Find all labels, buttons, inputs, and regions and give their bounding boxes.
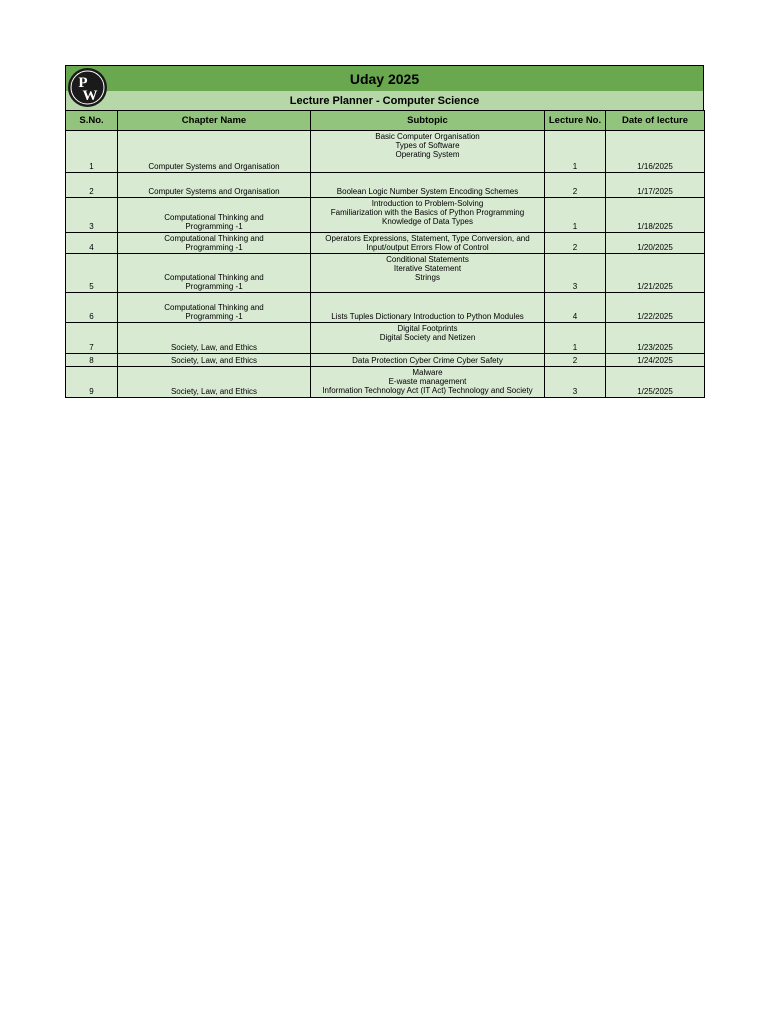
cell-chapter	[118, 323, 311, 354]
cell-lecture-no: 3	[545, 254, 606, 293]
cell-subtopic-line: Knowledge of Data Types	[381, 217, 474, 226]
column-header-sno: S.No.	[66, 111, 118, 131]
cell-date: 1/22/2025	[606, 293, 705, 323]
table-row	[66, 173, 705, 198]
cell-date: 1/20/2025	[606, 233, 705, 254]
cell-sno: 2	[66, 173, 118, 198]
cell-sno: 8	[66, 354, 118, 367]
cell-lecture-no: 2	[545, 233, 606, 254]
column-header-lecture-no: Lecture No.	[545, 111, 606, 131]
cell-chapter-line: Computer Systems and Organisation	[148, 162, 280, 171]
table-row	[66, 198, 705, 233]
cell-chapter-line: Computer Systems and Organisation	[148, 187, 280, 196]
lecture-planner-sheet	[65, 65, 704, 398]
cell-subtopic-line: Strings	[415, 273, 440, 282]
cell-chapter-line: Programming -1	[185, 243, 243, 252]
cell-subtopic-line: Basic Computer Organisation	[375, 132, 480, 141]
page-subtitle: Lecture Planner - Computer Science	[289, 94, 480, 107]
cell-subtopic-line: Input/output Errors Flow of Control	[366, 243, 489, 252]
cell-subtopic	[311, 131, 545, 173]
cell-lecture-no: 2	[545, 354, 606, 367]
title-bar	[65, 65, 704, 91]
table-row	[66, 367, 705, 398]
cell-sno: 7	[66, 323, 118, 354]
cell-subtopic	[311, 367, 545, 398]
cell-subtopic-line: Operating System	[395, 150, 460, 159]
cell-chapter	[118, 367, 311, 398]
cell-date: 1/16/2025	[606, 131, 705, 173]
cell-subtopic-line: Lists Tuples Dictionary Introduction to Python Modules	[331, 312, 524, 321]
cell-subtopic-line: Digital Society and Netizen	[379, 333, 476, 342]
cell-subtopic-line: Introduction to Problem-Solving	[371, 199, 484, 208]
cell-chapter	[118, 233, 311, 254]
table-row	[66, 254, 705, 293]
cell-subtopic-line: Familiarization with the Basics of Python Programming	[330, 208, 525, 217]
cell-lecture-no: 1	[545, 131, 606, 173]
cell-chapter-line: Society, Law, and Ethics	[170, 356, 258, 365]
cell-subtopic-line: Malware	[412, 368, 443, 377]
cell-subtopic	[311, 233, 545, 254]
cell-subtopic-line: Data Protection Cyber Crime Cyber Safety	[352, 356, 503, 365]
cell-lecture-no: 4	[545, 293, 606, 323]
cell-chapter-line: Society, Law, and Ethics	[170, 343, 258, 352]
cell-sno: 3	[66, 198, 118, 233]
cell-subtopic	[311, 293, 545, 323]
pw-logo	[67, 67, 108, 108]
svg-text:W: W	[82, 88, 98, 104]
cell-date: 1/18/2025	[606, 198, 705, 233]
cell-lecture-no: 3	[545, 367, 606, 398]
cell-chapter	[118, 173, 311, 198]
cell-chapter-line: Computational Thinking and	[164, 213, 264, 222]
cell-chapter-line: Programming -1	[185, 222, 243, 231]
svg-text:P: P	[78, 75, 88, 91]
cell-chapter	[118, 131, 311, 173]
cell-date: 1/23/2025	[606, 323, 705, 354]
cell-date: 1/21/2025	[606, 254, 705, 293]
table-row	[66, 323, 705, 354]
cell-sno: 6	[66, 293, 118, 323]
cell-subtopic-line: Operators Expressions, Statement, Type Conversion, and	[325, 234, 530, 243]
cell-sno: 5	[66, 254, 118, 293]
table-header-row	[66, 111, 705, 131]
cell-lecture-no: 1	[545, 323, 606, 354]
cell-lecture-no: 2	[545, 173, 606, 198]
cell-subtopic-line: Information Technology Act (IT Act) Technology and Society	[322, 386, 533, 395]
table-row	[66, 131, 705, 173]
cell-chapter	[118, 293, 311, 323]
cell-date: 1/25/2025	[606, 367, 705, 398]
cell-subtopic	[311, 354, 545, 367]
cell-subtopic	[311, 173, 545, 198]
cell-chapter-line: Programming -1	[185, 282, 243, 291]
cell-sno: 4	[66, 233, 118, 254]
cell-subtopic-line: Digital Footprints	[397, 324, 458, 333]
cell-subtopic-line: Iterative Statement	[393, 264, 462, 273]
column-header-chapter: Chapter Name	[118, 111, 311, 131]
column-header-date: Date of lecture	[606, 111, 705, 131]
cell-sno: 1	[66, 131, 118, 173]
table-row	[66, 354, 705, 367]
cell-sno: 9	[66, 367, 118, 398]
table-body	[66, 131, 705, 398]
cell-subtopic	[311, 254, 545, 293]
cell-subtopic-line: Conditional Statements	[386, 255, 469, 264]
lecture-table	[65, 110, 705, 398]
cell-subtopic	[311, 323, 545, 354]
cell-chapter-line: Computational Thinking and	[164, 273, 264, 282]
cell-chapter	[118, 198, 311, 233]
cell-subtopic-line: E-waste management	[388, 377, 467, 386]
cell-subtopic-line: Boolean Logic Number System Encoding Schemes	[336, 187, 519, 196]
cell-chapter	[118, 254, 311, 293]
cell-date: 1/24/2025	[606, 354, 705, 367]
cell-chapter	[118, 354, 311, 367]
table-row	[66, 293, 705, 323]
subtitle-bar	[65, 91, 704, 110]
cell-subtopic-line: Types of Software	[395, 141, 460, 150]
cell-date: 1/17/2025	[606, 173, 705, 198]
column-header-subtopic: Subtopic	[311, 111, 545, 131]
cell-chapter-line: Computational Thinking and	[164, 234, 264, 243]
table-row	[66, 233, 705, 254]
cell-chapter-line: Programming -1	[185, 312, 243, 321]
cell-chapter-line: Society, Law, and Ethics	[170, 387, 258, 396]
cell-subtopic	[311, 198, 545, 233]
cell-chapter-line: Computational Thinking and	[164, 303, 264, 312]
cell-lecture-no: 1	[545, 198, 606, 233]
page-title: Uday 2025	[349, 70, 420, 87]
